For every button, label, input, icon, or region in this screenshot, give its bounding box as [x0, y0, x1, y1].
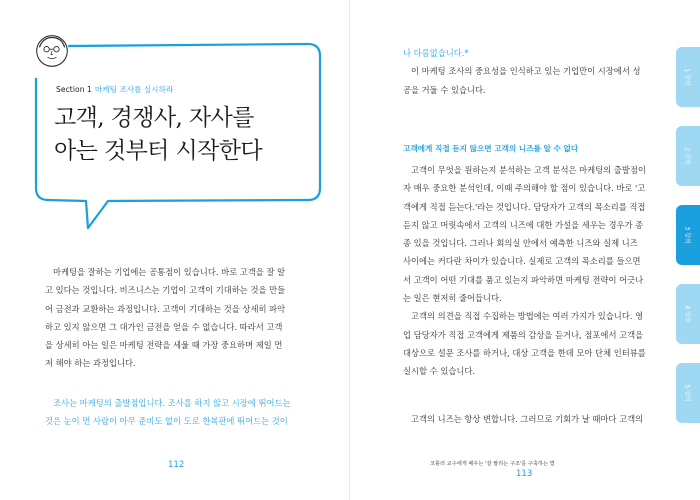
body-line: 고 있다는 것입니다. 비즈니스는 기업이 고객이 기대하는 것을 만들 — [45, 285, 286, 296]
body-line: 이 마케팅 조사의 중요성을 인식하고 있는 기업만이 시장에서 성 — [411, 66, 641, 77]
highlight-line: 것은 눈이 먼 사람이 아무 준비도 없이 도로 한복판에 뛰어드는 것이 — [45, 416, 288, 427]
page-number-left: 112 — [168, 460, 185, 470]
body-line: 서 고객이 어떤 기대를 품고 있는지 파악하면 마케팅 전략이 어긋나 — [403, 274, 644, 285]
body-line: 을 상세히 아는 일은 마케팅 전략을 세울 때 가장 중요하며 제일 먼 — [45, 340, 283, 351]
chapter-tab-label: 1 강의 — [683, 68, 691, 86]
body-line: 어 금전과 교환하는 과정입니다. 고객이 기대하는 것을 상세히 파악 — [45, 303, 286, 314]
section-title: 마케팅 조사를 실시하라 — [94, 85, 174, 94]
chapter-tab-1[interactable] — [676, 47, 700, 107]
body-line: 하고 있지 않으면 그 대가인 금전을 얻을 수 없습니다. 따라서 고객 — [45, 321, 283, 332]
chapter-tab-label: 5 강의 — [683, 384, 691, 402]
chapter-tab-4[interactable] — [676, 284, 700, 344]
body-line: 고객의 니즈는 항상 변합니다. 그러므로 기회가 날 때마다 고객의 — [411, 414, 644, 424]
left-body-paragraph — [45, 263, 315, 373]
chapter-tab-5[interactable] — [676, 363, 700, 423]
highlight-paragraph — [45, 394, 320, 431]
right-body-paragraph — [403, 161, 658, 381]
body-line: 공을 거둘 수 있습니다. — [403, 84, 486, 95]
right-bottom-paragraph — [403, 410, 658, 428]
body-line: 는 일은 현저히 줄어듭니다. — [403, 293, 502, 304]
chapter-tab-label: 2 강의 — [683, 147, 691, 165]
headline-line-2: 아는 것부터 시작한다 — [54, 138, 262, 164]
running-footer: 코틀러 교수에게 배우는 '잘 팔리는 구조'를 구축하는 법 — [430, 461, 555, 467]
body-line: 듣지 않고 머릿속에서 고객의 니즈에 대한 가설을 세우는 경우가 종 — [403, 219, 644, 230]
chapter-tab-label: 4 강의 — [683, 305, 691, 323]
chapter-headline — [54, 102, 262, 168]
page-number-right: 113 — [516, 469, 533, 479]
body-line: 종 있을 것입니다. 그러나 회의실 안에서 예측한 니즈와 실제 니즈 — [403, 238, 638, 249]
subheading: 고객에게 직접 듣지 않으면 고객의 니즈를 알 수 없다 — [403, 144, 579, 153]
body-line: 저 해야 하는 과정입니다. — [45, 358, 136, 369]
continued-line: 나 다름없습니다.* — [403, 48, 469, 58]
body-line: 객에게 직접 듣는다.'라는 것입니다. 담당자가 고객의 목소리를 직접 — [403, 201, 646, 212]
highlight-line: 조사는 마케팅의 출발점입니다. 조사를 하지 않고 시장에 뛰어드는 — [53, 398, 291, 408]
body-line: 업 담당자가 직접 고객에게 제품의 감상을 듣거나, 점포에서 고객을 — [403, 329, 644, 340]
body-line: 고객이 무엇을 원하는지 분석하는 고객 분석은 마케팅의 출발점이 — [411, 165, 646, 175]
body-line: 고객의 의견을 직접 수집하는 방법에는 여러 가지가 있습니다. 영 — [411, 311, 644, 322]
body-line: 마케팅을 잘하는 기업에는 공통점이 있습니다. 바로 고객을 잘 알 — [53, 267, 286, 277]
body-line: 자 매우 중요한 분석인데, 이때 주의해야 할 점이 있습니다. 바로 '고 — [403, 183, 646, 194]
author-portrait-icon — [34, 33, 70, 69]
body-line: 사이에는 커다란 차이가 있습니다. 실제로 고객의 목소리를 들으면 — [403, 256, 641, 267]
headline-line-1: 고객, 경쟁사, 자사를 — [54, 105, 254, 131]
right-top-paragraph — [403, 44, 658, 99]
chapter-tab-3[interactable] — [676, 205, 700, 265]
body-line: 실시할 수 있습니다. — [403, 366, 476, 377]
chapter-tab-2[interactable] — [676, 126, 700, 186]
chapter-tab-label: 3 강의 — [683, 226, 691, 244]
section-number: Section 1 — [56, 85, 92, 94]
body-line: 대상으로 설문 조사를 하거나, 대상 고객을 한데 모아 단체 인터뷰를 — [403, 347, 646, 358]
section-label — [56, 84, 173, 95]
